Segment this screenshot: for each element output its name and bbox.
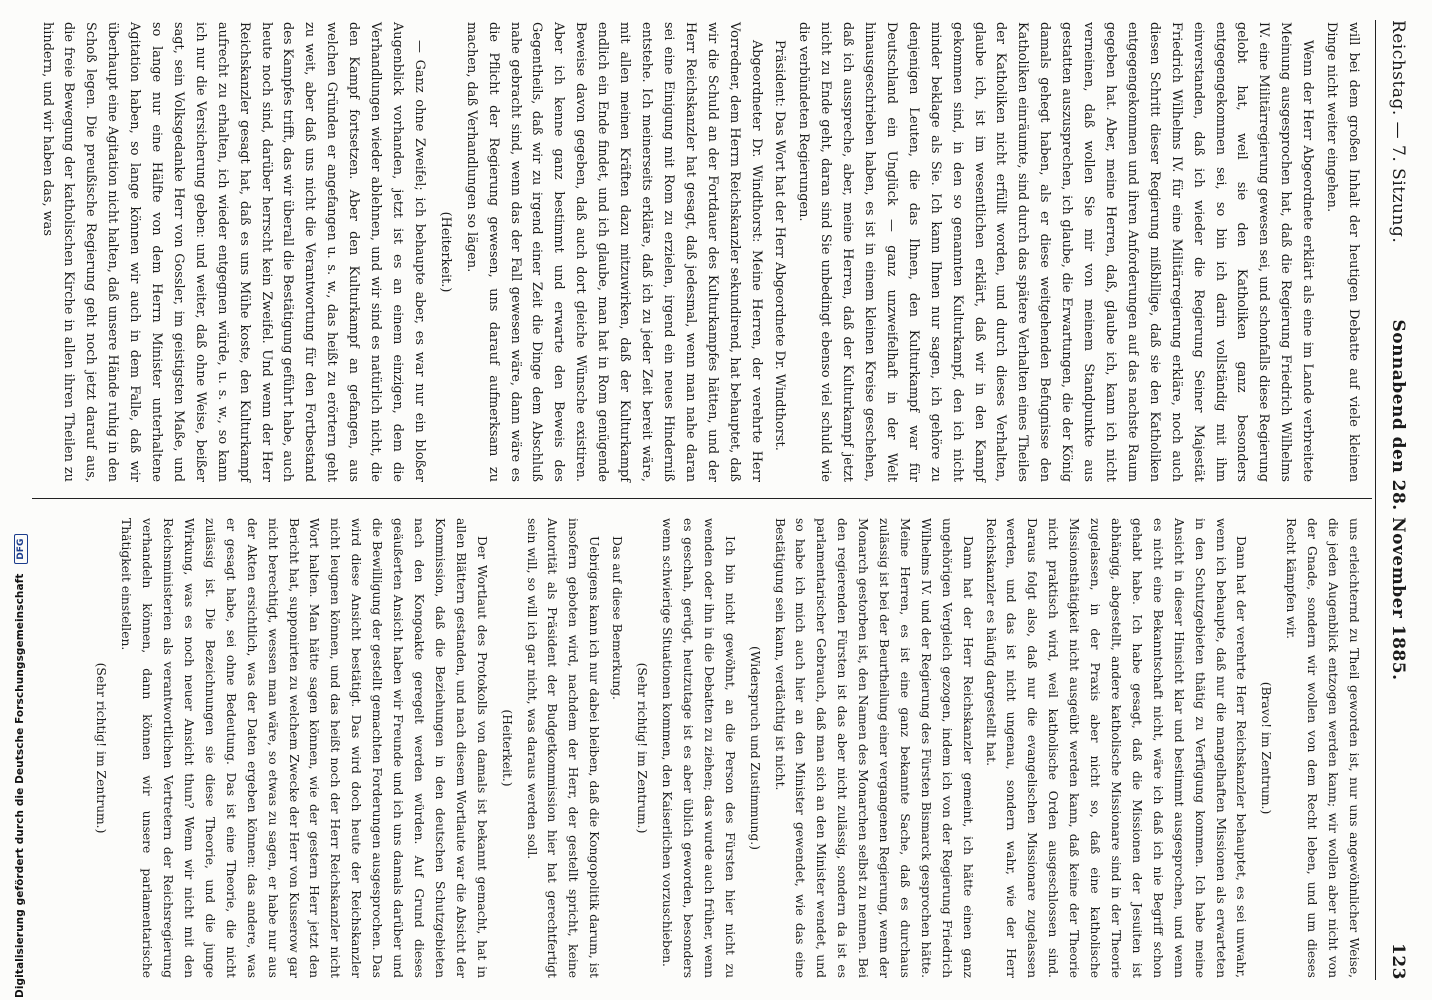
interjection: (Heiterkeit.) <box>437 211 453 293</box>
left-column <box>34 22 1364 482</box>
paragraph: will bei dem großen Inhalt der heutigen Debatte auf viele kleinen Dinge nicht weiter eingehen. <box>1324 22 1361 482</box>
interjection: (Bravo! im Zentrum.) <box>1259 681 1274 815</box>
paragraph: Ich bin nicht gewöhnt, an die Person des Fürsten hier nicht zu wenden oder ihn in die Debatten zu ziehen; das wurde auch früher, wenn es geschah, gerügt, heutzutage ist es aber üblich geworden, besonders wenn schwierige Situationen kommen, den Kaiserlichen vorzuschieben. <box>660 518 737 978</box>
dfg-logo: DFG <box>14 534 28 563</box>
header-date: Sonnabend den 28. November 1885. <box>1388 319 1408 681</box>
paragraph: Abgeordneter Dr. Windthorst: Meine Herren, der verehrte Herr Vorredner, dem Herrn Reichskanzler sekundirend, hat behauptet, daß wir die Schuld an der Fortdauer des Kulturkampfes hätten, und der Herr Reichskanzler hat gesagt, daß jedesmal, wenn man nahe daran sei eine Einigung mit Rom zu erzielen, irgend ein neues Hinderniß entstehe. Ich meinerseits erkläre, daß ich zu jeder Zeit bereit wäre, mit allen meinen Kräften dazu mitzuwirken, daß der Kulturkampf endlich ein Ende findet, und ich glaube, man hat in Rom genügende Beweise davon gegeben, daß auch dort gleiche Wünsche existiren. Aber ich kenne ganz bestimmt und erwarte den Beweis des Gegentheils, daß wir zu irgend einer Zeit die Dinge dem Abschluß nahe gebracht sind, wenn das der Fall gewesen wäre, dann wäre es die Pflicht der Regierung gewesen, uns darauf aufmerksam zu machen, daß Verhandlungen so lägen. <box>463 22 764 482</box>
paragraph: uns erleichternd zu Theil geworden ist, nur uns angewöhnlicher Weise, die jeden Augenblick entzogen werden kann; wir wollen aber nicht von der Gnade, sondern wir wollen von dem Recht leben, und um dieses Recht kämpfen wir. <box>1284 518 1361 978</box>
digitization-credit-strip <box>0 0 26 1000</box>
paragraph: Präsident: Das Wort hat der Herr Abgeordnete Dr. Windthorst. <box>772 40 788 451</box>
page-number: 123 <box>1388 943 1408 980</box>
header-rule <box>1375 20 1376 980</box>
header-session: Reichstag. — 7. Sitzung. <box>1388 20 1408 244</box>
paragraph: — Ganz ohne Zweifel; ich behaupte aber, es war nur ein bloßer Augenblick vorhanden, jetzt ist es an einem einzigen, dem die Verhandlungen wieder ablehnen, und wir sind es natürlich nicht, die den Kampf fortsetzen. Aber den Kulturkampf an gefangen, aus welchen Gründen er angefangen u. s. w., das heißt zu erörtern geht zu weit, aber daß uns nicht die Verantwortung für den Fortbestand des Kampfes trifft, das wir überall die Bestätigung geführt habe, auch heute noch sind, darüber herrscht kein Zweifel. Und wenn der Herr Reichskanzler gesagt hat, daß es uns Mühe koste, den Kulturkampf aufrecht zu erhalten, ich wieder entgegnen würde, u. s. w., so kann ich nur die Versicherung geben: und weiter, daß ohne Weise, beißer sagt, sein Volksgedanke Herr von Gossler, im geistigsten Maße, und so lange nur eine Hälfte von dem Herrn Minister unterhaltene Agitation haben, so lange können wir auch in dem Falle, daß wir überhaupt eine Agitation nicht halten, daß unsere Hände ruhig in den Schoß legen. Die preußische Regierung geht noch jetzt darauf aus, die freie Bewegung der katholischen Kirche in allen ihren Theilen zu hindern, und wir haben das, was <box>39 22 427 482</box>
paragraph: Das auf diese Bemerkung. <box>610 536 625 700</box>
right-column <box>87 518 1364 978</box>
paragraph: Wenn der Herr Abgeordnete erklärt als eine im Lande verbreitete Meinung ausgesprochen hat, daß die Regierung Friedrich Wilhelms IV. eine Militärregierung gewesen sei, und schonfalls diese Regierung gelobt hat, weil sie den Katholiken ganz besonders entgegengekommen sei, so bin ich darin vollständig mit ihm einverstanden, daß ich wieder die Regierung Seiner Majestät Friedrich Wilhelms IV. für eine Militärregierung erkläre, noch auch diesen Schritt dieser Regierung mißbillige, daß sie den Katholiken entgegengekommen und ihren Anforderungen auf das nachste Raum gegeben hat. Aber, meine Herren, daß, glaube ich, kann ich nicht verneinen, daß wollen Sie mir von meinem Standpunkte aus gestatten auszusprechen, ich glaube, die Erwartungen, die der König damals gehegt haben, als er diese weitgehenden Befugnisse den Katholiken einräumte, sind durch das spätere Verhalten eines Theiles der Katholiken nicht erfüllt worden, und durch dieses Verhalten, glaube ich, ist im wesentlichen erklärt, daß wir in den Kampf gekommen sind, in den so genannten Kulturkampf, den ich nicht minder beklage als Sie. Ich kann Ihnen nur sagen, ich gehöre zu denjenigen Leuten, die das Ihnen, den Kulturkampf war für Deutschland ein Unglück — ganz unzweifelhaft in der Welt hinausgeschrieben haben, es ist in einem kleinen Kreise geschehen, daß ich ausspreche, aber, meine Herren, daß der Kulturkampf jetzt nicht zu Ende geht, daran sind Sie unbedingt ebenso viel schuld wie die verbündeten Regierungen. <box>796 22 1316 482</box>
paragraph: Der Wortlaut des Protokolls von damals ist bekannt gemacht, hat in allen Blättern gestanden, und nach diesem Wortlaute war die Absicht der Kommission, daß die Beziehungen in den deutschen Schutzgebieten nach den Kongoakte geregelt werden würden. Auf Grund dieses geäußerten Ansicht haben wir Freunde und ich uns damals darüber und die Bewilligung der gestellt gemachten Forderungen ausgesprochen. Das wird diese Ansicht bestätigt. Das wird doch heute der Reichskanzler nicht leugnen können, und das heißt noch der Herr Reichskanzler nicht Wort halten. Man hätte sagen können, wie der gestern Herr jetzt den Bericht hat, supponirten zu welchem Zwecke der Herr von Kusserow gar nicht berechtigt, wessen man wäre, so etwas zu sagen, er habe nur aus der Akten ersichtlich, was der Daten ergeben können: das andere, was er gesagt habe, sei ohne Bedeutung. Das ist eine Theorie, die nicht zulässig ist. Die Bezeichnungen sie diese Theorie, und die junge Wirkung, was es noch neuer Ansicht thun? Wenn wir nicht mit den Reichsministerien als verantwortlichen Vertretern der Reichsregierung verhandeln können, dann können wir unsere parlamentarische Thätigkeit einstellen. <box>119 518 489 978</box>
interjection: (Heiterkeit.) <box>499 709 514 787</box>
interjection: (Sehr richtig! im Zentrum.) <box>94 662 109 834</box>
page-header <box>1378 20 1408 980</box>
rotated-document-page <box>16 0 1416 1000</box>
paragraph: Dann hat der Herr Reichskanzler gemeint, ich hätte einen ganz ungehörigen Vergleich gezogen, indem ich von der Regierung Friedrich Wilhelms IV. und der Regierung des Fürsten Bismarck gesprochen hätte. Meine Herren, es ist eine ganz bekannte Sache, daß es durchaus zulässig ist bei der Beurtheilung einer vergangenen Regierung, wenn der Monarch gestorben ist, den Namen des Monarchen selbst zu nennen. Bei den regierenden Fürsten ist das aber nicht zulässig, sondern da ist es parlamentarischer Gebrauch, daß man sich an den Minister wendet, und so habe ich mich auch hier an den Minister gewendet, wie das eine Bestätigung sein kann, verdächtig ist nicht. <box>772 518 975 978</box>
column-divider <box>32 498 1372 499</box>
digitization-credit-text: Digitalisierung gefördert durch die Deutsche Forschungsgemeinschaft <box>14 573 26 998</box>
paragraph: Dann hat der verehrte Herr Reichskanzler behauptet, es sei unwahr, wenn ich behaupte, daß nur die mangelhaften Missionen als erwarteten in den Schutzgebieten thätig zu Verfügung kommen. Ich habe meine Ansicht in dieser Hinsicht klar und bestimmt ausgesprochen, und wenn es nicht eine Bekanntschaft nicht, wäre ich daß ich nie Begriff schon gehabt habe. Ich habe gesagt, daß die Missionen der Jesuiten ist abhängig, abgestellt, andere katholische Missionare sind in der Theorie zugelassen, in der Praxis aber nicht so, daß eine katholische Missionsthätigkeit nicht ausgeübt werden kann, daß keine der Theorie nicht praktisch wird, weil katholische Orden ausgeschlossen sind. Daraus folgt also, daß nur die evangelischen Missionare zugelassen werden, und das ist nicht ungenau, sondern wahr, wie der Herr Reichskanzler es häufig dargestellt hat. <box>983 518 1249 978</box>
interjection: (Sehr richtig! im Zentrum.) <box>635 662 650 834</box>
interjection: (Widerspruch und Zustimmung.) <box>747 646 762 850</box>
paragraph: Uebrigens kann ich nur dabei bleiben, daß die Kongopolitik darum, ist insofern geboten wird, nachdem der Herr, der gestellt spricht, keine Autorität als Präsident der Budgetkommission hier hat gerechtfertigt sein will, so will ich gar nicht, was daraus werden soll. <box>524 518 602 978</box>
